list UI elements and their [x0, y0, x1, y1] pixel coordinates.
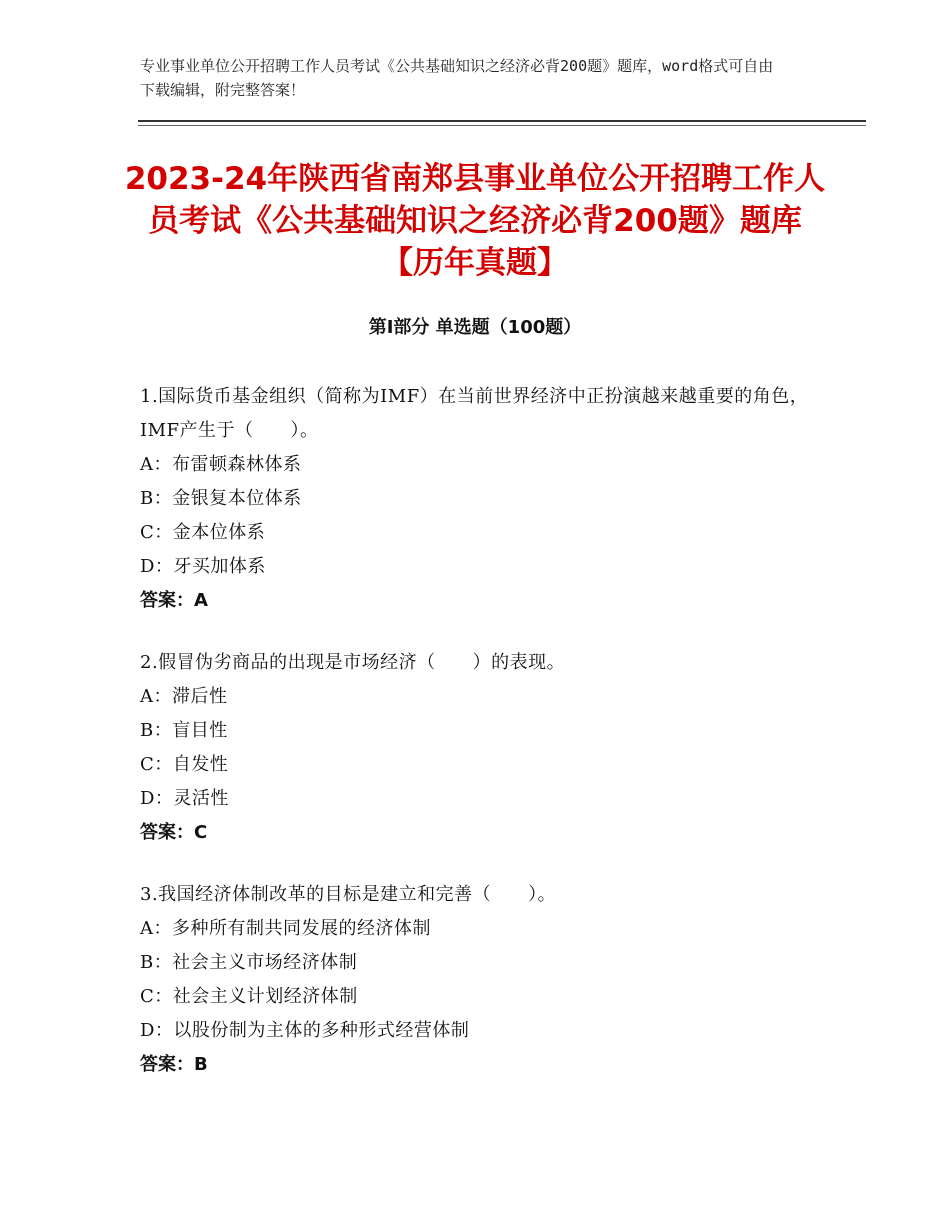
option-b: B：社会主义市场经济体制 — [140, 952, 358, 973]
answer-line: 答案：B — [140, 1054, 208, 1075]
header-note: 专业事业单位公开招聘工作人员考试《公共基础知识之经济必背200题》题库，word格式可自由下载编辑，附完整答案！ — [140, 57, 774, 99]
answer-line: 答案：C — [140, 822, 208, 843]
question-stem: 1.国际货币基金组织（简称为IMF）在当前世界经济中正扮演越来越重要的角色，IMF产生于（ ）。 — [140, 386, 809, 441]
option-d: D：以股份制为主体的多种形式经营体制 — [140, 1020, 470, 1041]
question-list — [140, 380, 820, 1110]
option-c: C：金本位体系 — [140, 522, 266, 543]
option-a: A：布雷顿森林体系 — [140, 454, 302, 475]
question-item — [140, 878, 820, 1082]
option-a: A：滞后性 — [140, 686, 228, 707]
document-title: 2023-24年陕西省南郑县事业单位公开招聘工作人员考试《公共基础知识之经济必背200题》题库【历年真题】 — [124, 161, 826, 281]
option-d: D：灵活性 — [140, 788, 229, 809]
answer-line: 答案：A — [140, 590, 208, 611]
section-heading: 第Ⅰ部分 单选题（100题） — [368, 317, 582, 338]
header-divider-thin — [138, 125, 866, 126]
question-stem: 2.假冒伪劣商品的出现是市场经济（ ）的表现。 — [140, 652, 566, 673]
option-d: D：牙买加体系 — [140, 556, 266, 577]
option-b: B：盲目性 — [140, 720, 228, 741]
question-item — [140, 646, 820, 850]
option-a: A：多种所有制共同发展的经济体制 — [140, 918, 431, 939]
option-c: C：社会主义计划经济体制 — [140, 986, 358, 1007]
option-b: B：金银复本位体系 — [140, 488, 302, 509]
header-divider — [138, 120, 866, 122]
option-c: C：自发性 — [140, 754, 229, 775]
question-item — [140, 380, 820, 618]
question-stem: 3.我国经济体制改革的目标是建立和完善（ ）。 — [140, 884, 557, 905]
